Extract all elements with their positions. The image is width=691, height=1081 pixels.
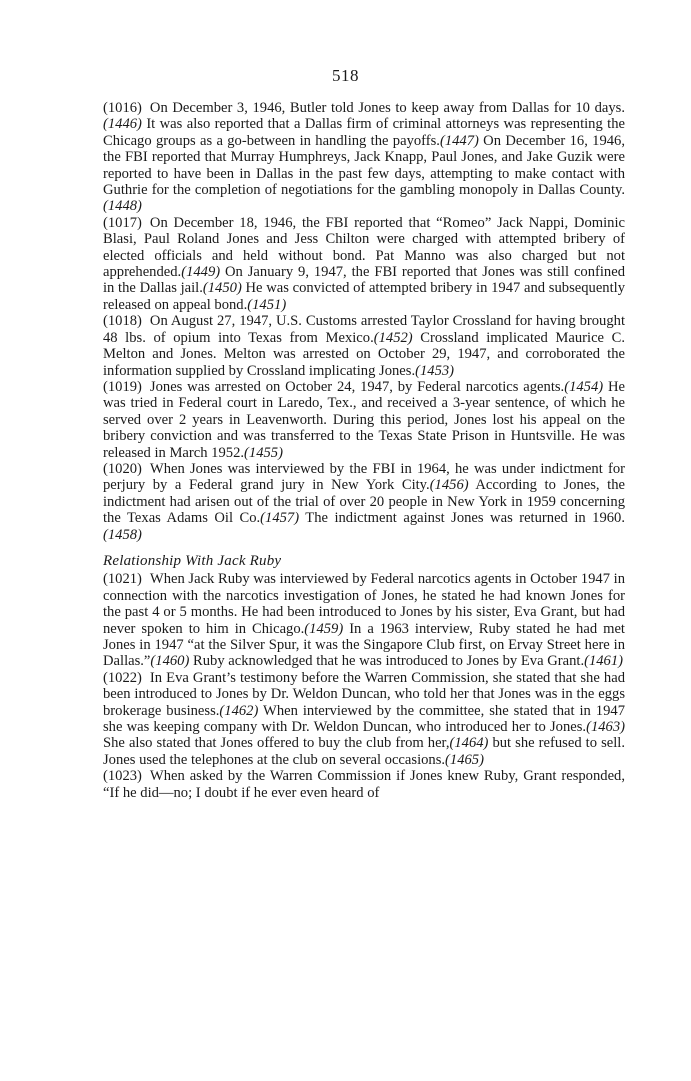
- paragraph: [103, 571, 625, 669]
- paragraph: [103, 215, 625, 313]
- paragraph: [103, 768, 625, 801]
- footnote-citation: (1451): [247, 296, 287, 313]
- page-number: 518: [332, 66, 359, 85]
- paragraph: [103, 379, 625, 461]
- paragraph-number: (1018): [103, 313, 142, 330]
- footnote-citation: (1464): [449, 735, 489, 752]
- paragraph-text: When asked by the Warren Commission if Jones knew Ruby, Grant responded, “If he did—no; I doubt if he ever even heard of: [103, 768, 625, 801]
- section-heading: Relationship With Jack Ruby: [103, 552, 282, 569]
- footnote-citation: (1460): [150, 653, 190, 670]
- footnote-citation: (1462): [219, 702, 259, 719]
- footnote-citation: (1448): [103, 198, 142, 215]
- paragraph-number: (1021): [103, 571, 142, 588]
- paragraph: [103, 313, 625, 379]
- footnote-citation: (1455): [244, 444, 283, 461]
- footnote-citation: (1457): [260, 510, 300, 527]
- paragraph-number: (1020): [103, 460, 142, 477]
- footnote-citation: (1463): [586, 719, 625, 736]
- paragraph-text: but she refused to sell. Jones used the telephones at the club on several occasions.: [103, 735, 625, 768]
- paragraph-text: On December 18, 1946, the FBI reported that “Romeo” Jack Nappi, Dominic Blasi, Paul Roland Jones and Jess Chilton were charged with attempted bribery of elected officials and held without bond. Pat Manno was also charged but not apprehended.: [103, 214, 625, 281]
- paragraph-text: He was convicted of attempted bribery in 1947 and subsequently released on appeal bond.: [103, 280, 625, 313]
- paragraph-number: (1016): [103, 100, 142, 116]
- paragraph-text: On January 9, 1947, the FBI reported that Jones was still confined in the Dallas jail.: [103, 264, 625, 297]
- paragraph-text: He was tried in Federal court in Laredo, Tex., and received a 3-year sentence, of which he served over 2 years in Leavenworth. During this period, Jones lost his appeal on the bribery conviction and was transferred to the Texas State Prison in Huntsville. He was released in March 1952.: [103, 378, 625, 461]
- paragraph: [103, 461, 625, 543]
- footnote-citation: (1450): [202, 280, 242, 297]
- paragraph-text: Jones was arrested on October 24, 1947, by Federal narcotics agents.: [149, 378, 565, 395]
- footnote-citation: (1446): [103, 116, 142, 133]
- footnote-citation: (1456): [429, 477, 469, 494]
- footnote-citation: (1449): [181, 264, 221, 281]
- paragraph-text: It was also reported that a Dallas firm of criminal attorneys was representing the Chicago groups as a go-between in handling the payoffs.: [103, 116, 625, 149]
- paragraph-text: In a 1963 interview, Ruby stated he had met Jones in 1947 “at the Silver Spur, it was the Singapore Club first, on Ervay Street here in Dallas.”: [103, 620, 625, 670]
- footnote-citation: (1454): [564, 378, 604, 395]
- page-body: [103, 100, 625, 801]
- paragraph-text: Crossland implicated Maurice C. Melton and Jones. Melton was arrested on October 29, 1947, and corroborated the information supplied by Crossland implicating Jones.: [103, 329, 625, 379]
- paragraph-number: (1022): [103, 669, 142, 686]
- paragraph-text: In Eva Grant’s testimony before the Warren Commission, she stated that she had been introduced to Jones by Dr. Weldon Duncan, who told her that Jones was in the eggs brokerage business.: [103, 669, 625, 719]
- paragraph-text: The indictment against Jones was returned in 1960.: [299, 510, 625, 527]
- footnote-citation: (1452): [373, 329, 413, 346]
- paragraph-text: On December 3, 1946, Butler told Jones to keep away from Dallas for 10 days.: [149, 100, 625, 116]
- footnote-citation: (1465): [445, 751, 484, 768]
- footnote-citation: (1453): [415, 362, 455, 379]
- paragraph-text: When interviewed by the committee, she stated that in 1947 she was keeping company with Dr. Weldon Duncan, who introduced her to Jones.: [103, 702, 625, 736]
- paragraph-text: When Jack Ruby was interviewed by Federal narcotics agents in October 1947 in connection with the narcotics investigation of Jones, he stated he had known Jones for the past 4 or 5 months. He had been introduced to Jones by his sister, Eva Grant, but had never spoken to him in Chicago.: [103, 571, 625, 637]
- paragraph-text: Ruby acknowledged that he was introduced to Jones by Eva Grant.: [189, 653, 585, 670]
- paragraph-text: On December 16, 1946, the FBI reported that Murray Humphreys, Jack Knapp, Paul Jones, and Jake Guzik were reported to have been in Dallas in the past few days, attempting to make contact with Guthrie for the completion of negotiations for the gambling monopoly in Dallas County.: [103, 132, 625, 199]
- footnote-citation: (1447): [439, 132, 479, 149]
- paragraph-number: (1017): [103, 214, 142, 231]
- paragraph-text: She also stated that Jones offered to buy the club from her,: [103, 735, 450, 752]
- footnote-citation: (1458): [103, 526, 142, 543]
- paragraph-text: According to Jones, the indictment had arisen out of the trial of over 20 people in New York in 1959 concerning the Texas Adams Oil Co.: [103, 477, 625, 527]
- paragraph-text: On August 27, 1947, U.S. Customs arrested Taylor Crossland for having brought 48 lbs. of opium into Texas from Mexico.: [103, 313, 625, 346]
- paragraph: [103, 670, 625, 768]
- footnote-citation: (1461): [584, 653, 624, 670]
- paragraph-number: (1023): [103, 768, 142, 785]
- paragraph-number: (1019): [103, 378, 142, 395]
- paragraph: [103, 100, 625, 215]
- paragraph-text: When Jones was interviewed by the FBI in 1964, he was under indictment for perjury by a Federal grand jury in New York City.: [103, 460, 625, 494]
- footnote-citation: (1459): [304, 620, 344, 637]
